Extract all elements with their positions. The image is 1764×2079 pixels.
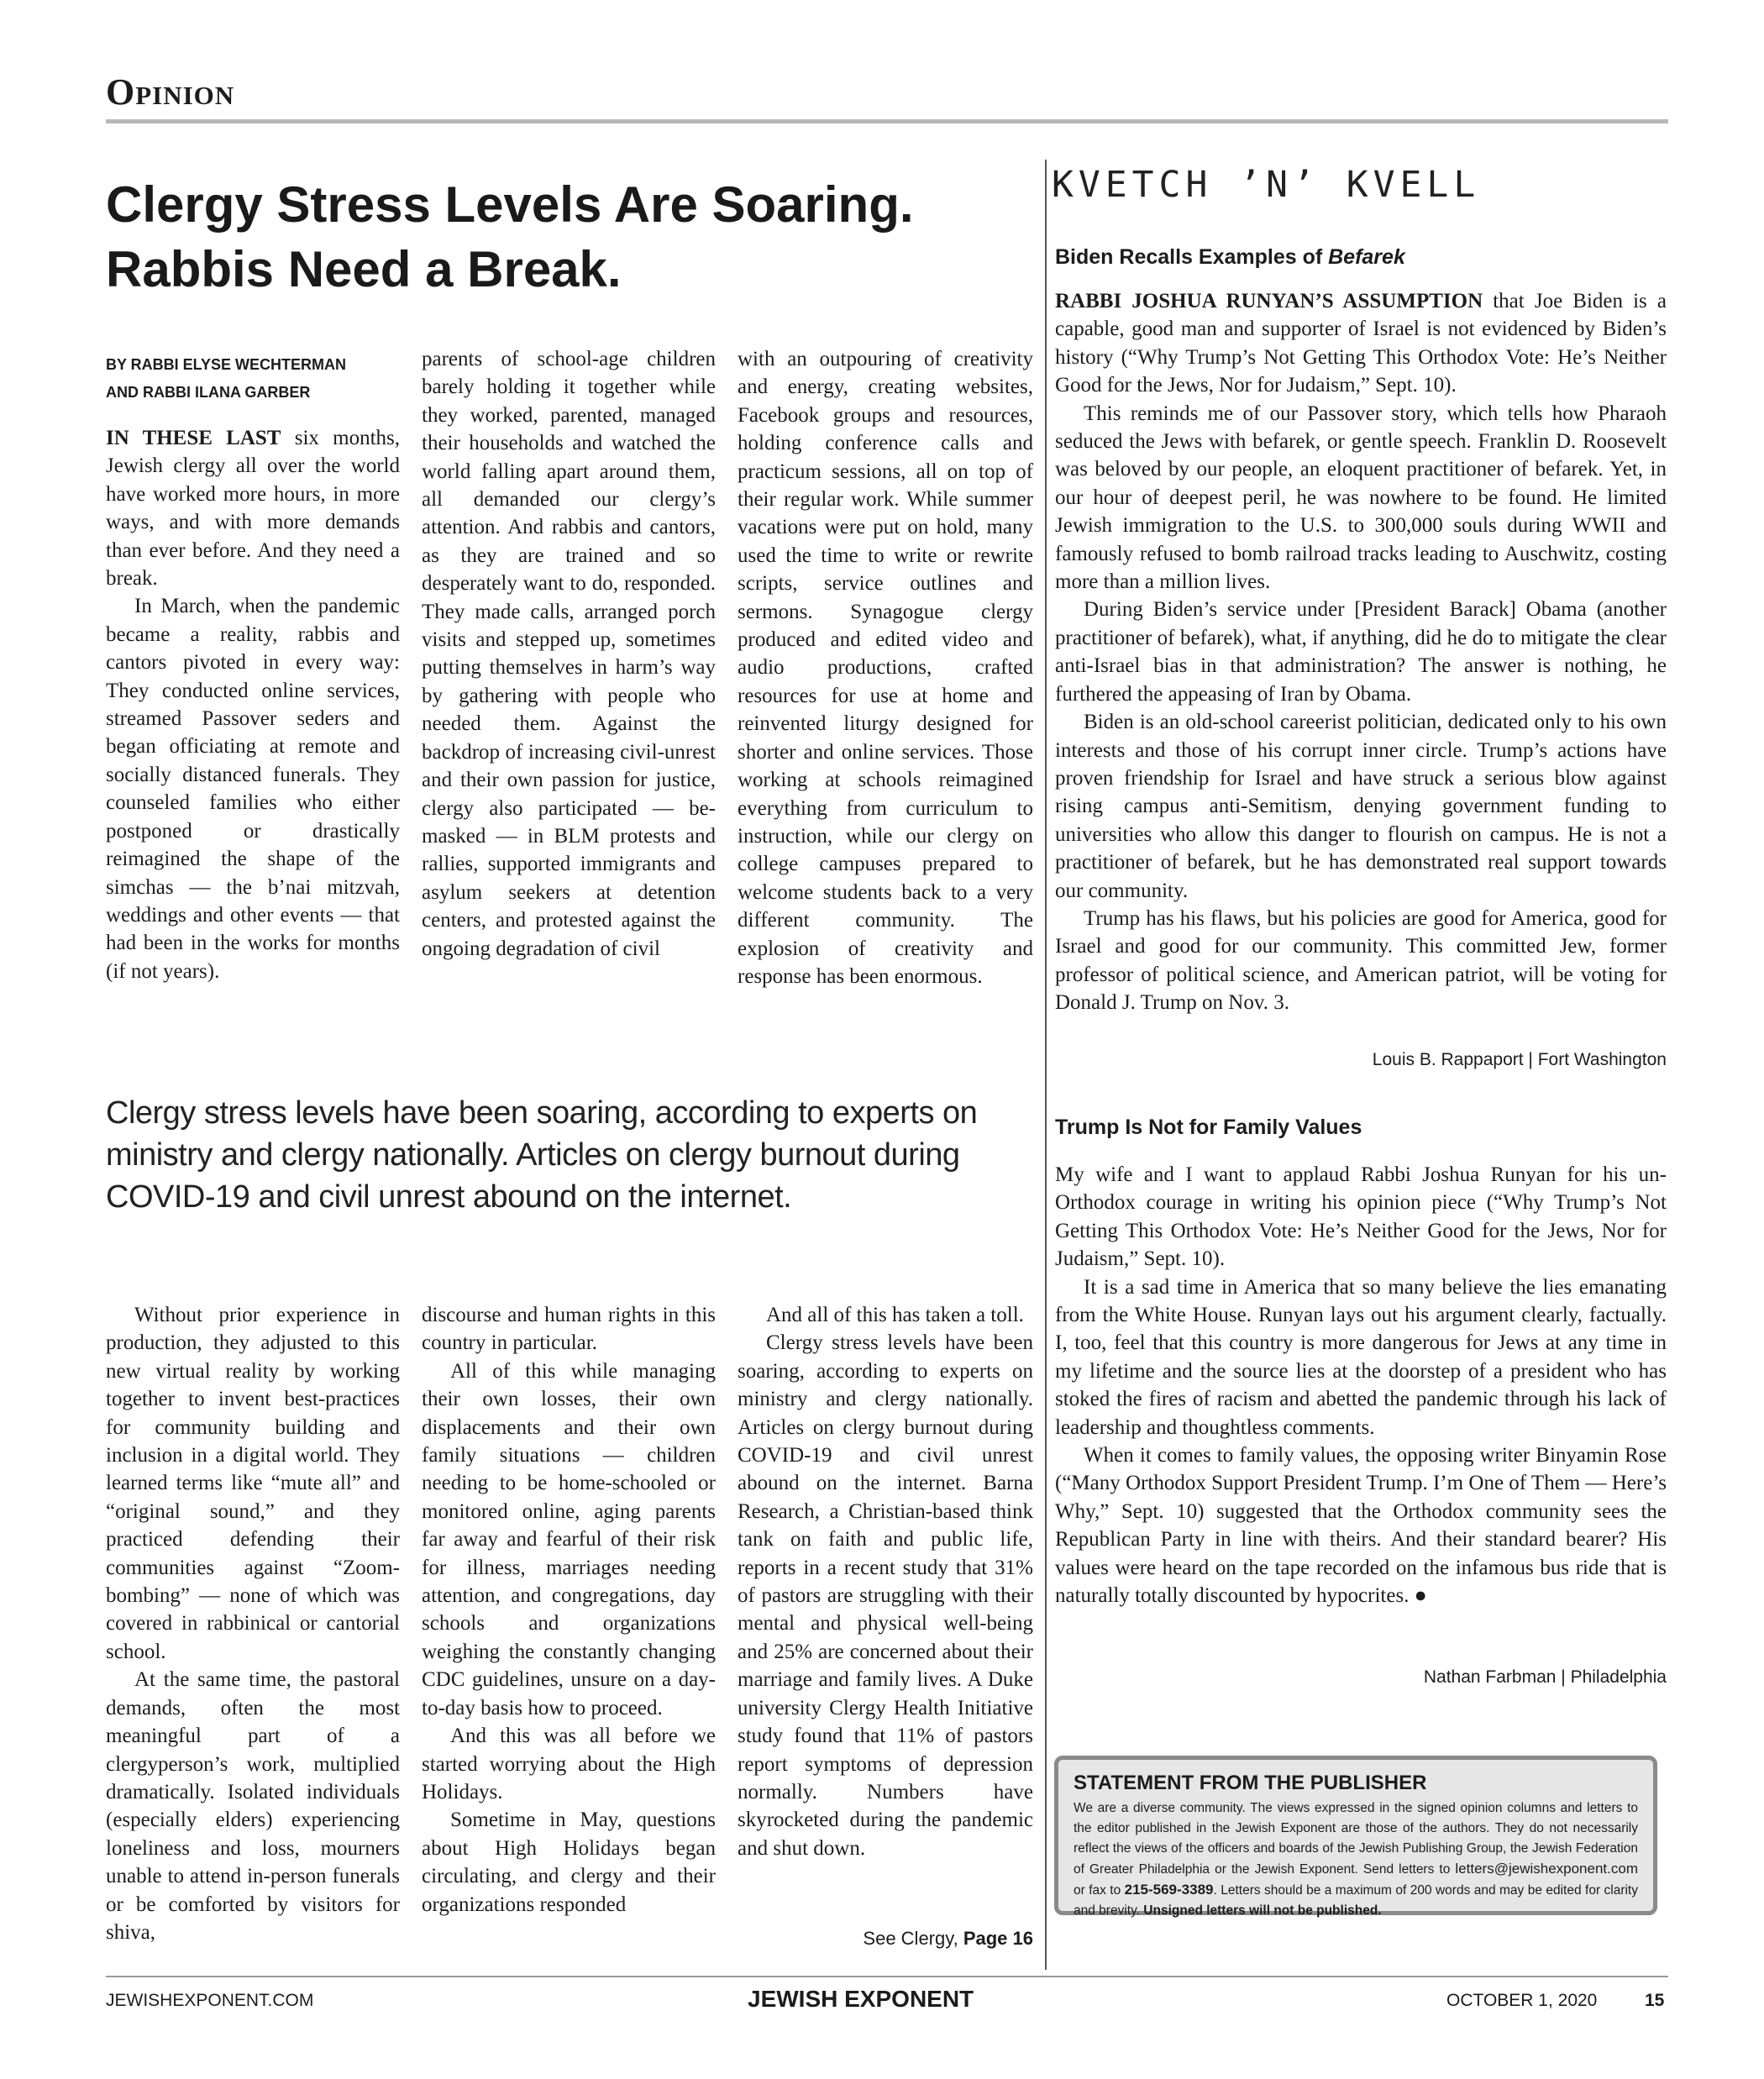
letter-2-body: [1055, 1161, 1667, 1610]
letter-1-heading-text: Biden Recalls Examples of: [1055, 245, 1329, 269]
letter-1-signature: Louis B. Rappaport | Fort Washington: [1372, 1050, 1667, 1069]
headline-line-2: Rabbis Need a Break.: [106, 241, 622, 297]
paragraph: And all of this has taken a toll.: [766, 1304, 1024, 1326]
paragraph: At the same time, the pastoral demands, often the most meaningful part of a clergyperson’s work, multiplied dramatically. Isolated individuals (especially elders) experiencing loneliness and loss, mourners unable to attend in-person funerals or be comforted by visitors for shiva,: [106, 1668, 400, 1944]
kvetch-kvell-title: KVETCH ’N’ KVELL: [1052, 164, 1481, 206]
footer-paper-name: JEWISH EXPONENT: [748, 1986, 974, 2012]
paragraph: It is a sad time in America that so many believe the lies emanating from the White House. Runyan lays out his argument clearly, factually. I, too, feel that this country is more dangerous for Jews at any time in my lifetime and the source lies at the doorstep of a president who has stoked the fires of racism and abetted the pandemic through his lack of leadership and thoughtless comments.: [1055, 1275, 1667, 1439]
jump-prefix: See Clergy,: [863, 1928, 963, 1949]
article-top-column-1: [106, 424, 400, 985]
paragraph: Clergy stress levels have been soaring, according to experts on ministry and clergy nationally. Articles on clergy burnout during COVID-19 and civil unrest abound on the internet. Barna Research, a Christian-based think tank on faith and public life, reports in a recent study that 31% of pastors are struggling with their mental and physical well-being and 25% are concerned about their marriage and family lives. A Duke university Clergy Health Initiative study found that 11% of pastors report symptoms of depression normally. Numbers have skyrocketed during the pandemic and shut down.: [738, 1331, 1033, 1860]
byline-line-2: AND RABBI ILANA GARBER: [106, 384, 311, 401]
jump-page-link[interactable]: Page 16: [963, 1928, 1033, 1949]
article-top-column-3: [738, 345, 1033, 990]
paragraph: Without prior experience in production, they adjusted to this new virtual reality by working together to invent best-practices for community building and inclusion in a digital world. They learned terms like “mute all” and “original sound,” and they practiced defending their communities against “Zoom-bombing” — none of which was covered in rabbinical or cantorial school.: [106, 1304, 400, 1663]
fax-number: 215-569-3389: [1124, 1882, 1214, 1898]
article-bottom-column-2: [422, 1301, 716, 1919]
paragraph: When it comes to family values, the opposing writer Binyamin Rose (“Many Orthodox Support President Trump. I’m One of Them — Here’s Why,” Sept. 10) suggested that the Orthodox community sees the Republican Party in line with theirs. And their standard bearer? His values were heard on the tape recorded on the infamous bus ride that is naturally totally discounted by hypocrites. ●: [1055, 1444, 1667, 1608]
paragraph: parents of school-age children barely holding it together while they worked, parented, managed their households and watched the world falling apart around them, all demanded our clergy’s attention. And rabbis and cantors, as they are trained and so desperately want to do, responded. They made calls, arranged porch visits and stepped up, sometimes putting themselves in harm’s way by gathering with people who needed them. Against the backdrop of increasing civil-unrest and their own passion for justice, clergy also participated — be-masked — in BLM protests and rallies, supported immigrants and asylum seekers at detention centers, and protested against the ongoing degradation of civil: [422, 348, 716, 960]
article-top-column-2: [422, 345, 716, 963]
paragraph: And this was all before we started worrying about the High Holidays.: [422, 1725, 716, 1803]
publisher-text: or fax to: [1074, 1883, 1125, 1898]
headline-line-1: Clergy Stress Levels Are Soaring.: [106, 176, 914, 233]
paragraph-text: six months, Jewish clergy all over the world have worked more hours, in more ways, and with more demands than ever before. And they need a break.: [106, 427, 400, 591]
letter-2-heading: Trump Is Not for Family Values: [1055, 1116, 1362, 1139]
paragraph: This reminds me of our Passover story, which tells how Pharaoh seduced the Jews with befarek, or gentle speech. Franklin D. Roosevelt was beloved by our people, an eloquent practitioner of befarek. Yet, in our hour of deepest peril, he was nowhere to be found. He limited Jewish immigration to the U.S. to 300,000 souls during WWII and famously refused to bomb railroad tracks leading to Auschwitz, costing more than a million lives.: [1055, 402, 1667, 594]
publisher-statement-box: [1054, 1756, 1657, 1918]
paragraph: [1055, 287, 1667, 400]
publisher-text: We are a diverse community. The views expressed in the signed opinion columns and letters to the editor published in the Jewish Exponent are those of the authors. They do not necessarily reflect the views of the officers and boards of the Jewish Publishing Group, the Jewish Federation of Greater Philadelphia or the Jewish Exponent. Send letters to: [1074, 1801, 1638, 1877]
pull-quote: Clergy stress levels have been soaring, according to experts on ministry and clergy nationally. Articles on clergy burnout during COVID-19 and civil unrest abound on the internet.: [106, 1095, 978, 1215]
article-bottom-column-3: [738, 1301, 1033, 1862]
paragraph: In March, when the pandemic became a reality, rabbis and cantors pivoted in every way: They conducted online services, streamed Passover seders and began officiating at remote and socially distanced funerals. They counseled families who either postponed or drastically reimagined the shape of the simchas — the b’nai mitzvah, weddings and other events — that had been in the works for months (if not years).: [106, 595, 400, 983]
byline: [106, 351, 408, 407]
email-link[interactable]: letters@jewishexponent.com: [1455, 1861, 1638, 1877]
headline: [106, 172, 1030, 302]
lead-in: RABBI JOSHUA RUNYAN’S ASSUMPTION: [1055, 290, 1483, 312]
paragraph: Sometime in May, questions about High Holidays began circulating, and clergy and their organizations responded: [422, 1809, 716, 1916]
section-rule: [106, 119, 1668, 123]
footer-page-number: 15: [1645, 1991, 1665, 2010]
paragraph: During Biden’s service under [President Barack] Obama (another practitioner of befarek), what, if anything, did he do to mitigate the clear anti-Israel bias in that administration? The answer is nothing, he furthered the appeasing of Iran by Obama.: [1055, 598, 1667, 706]
paragraph: [106, 424, 400, 592]
column-divider: [1045, 160, 1047, 1970]
paragraph: All of this while managing their own losses, their own displacements and their own family situations — children needing to be home-schooled or monitored online, aging parents far away and fearful of their risk for illness, marriages needing attention, and congregations, day schools and organizations weighing the constantly changing CDC guidelines, unsure on a day-to-day basis how to proceed.: [422, 1359, 716, 1719]
publisher-bold-note: Unsigned letters will not be published.: [1143, 1903, 1382, 1918]
letter-1-body: [1055, 287, 1667, 1017]
paragraph: with an outpouring of creativity and energy, creating websites, Facebook groups and resources, holding conference calls and practicum sessions, all on top of their regular work. While summer vacations were put on hold, many used the time to write or rewrite scripts, service outlines and sermons. Synagogue clergy produced and edited video and audio productions, crafted resources for use at home and reinvented liturgy designed for shorter and online services. Those working at schools reimagined everything from curriculum to instruction, while our clergy on college campuses prepared to welcome students back to a very different community. The explosion of creativity and response has been enormous.: [738, 348, 1033, 988]
footer-date: OCTOBER 1, 2020: [1446, 1991, 1598, 2010]
section-label: Opinion: [106, 71, 235, 113]
article-bottom-column-1: [106, 1301, 400, 1946]
paragraph: My wife and I want to applaud Rabbi Joshua Runyan for his un-Orthodox courage in writing his opinion piece (“Why Trump’s Not Getting This Orthodox Vote: He’s Neither Good for the Jews, Nor for Judaism,” Sept. 10).: [1055, 1163, 1667, 1271]
publisher-statement-title: STATEMENT FROM THE PUBLISHER: [1074, 1772, 1427, 1794]
jump-line[interactable]: [738, 1928, 1033, 1950]
byline-line-1: BY RABBI ELYSE WECHTERMAN: [106, 356, 347, 373]
publisher-text: . Letters should be a maximum of 200 words and may be edited for clarity and brevity.: [1074, 1883, 1638, 1918]
letter-1-heading-italic: Befarek: [1328, 245, 1405, 269]
paragraph-text: that Joe Biden is a capable, good man and supporter of Israel is not evidenced by Biden’s history (“Why Trump’s Not Getting This Orthodox Vote: He’s Neither Good for the Jews, Nor for Judaism,” Sept. 10).: [1055, 290, 1667, 397]
paragraph: discourse and human rights in this country in particular.: [422, 1304, 716, 1355]
footer-rule: [106, 1976, 1668, 1977]
publisher-statement-body: [1074, 1798, 1638, 1921]
paragraph: Biden is an old-school careerist politician, dedicated only to his own interests and those of his corrupt inner circle. Trump’s actions have proven friendship for Israel and have struck a serious blow against rising campus anti-Semitism, denying government funding to universities who allow this danger to flourish on campus. He is not a practitioner of befarek, but he has demonstrated real support towards our community.: [1055, 711, 1667, 902]
paragraph: Trump has his flaws, but his policies are good for America, good for Israel and good for our community. This committed Jew, former professor of political science, and American patriot, will be voting for Donald J. Trump on Nov. 3.: [1055, 906, 1667, 1015]
letter-1-heading: [1055, 245, 1660, 270]
footer-website[interactable]: JEWISHEXPONENT.COM: [106, 1991, 314, 2010]
lead-in: IN THESE LAST: [106, 427, 281, 449]
letter-2-signature: Nathan Farbman | Philadelphia: [1423, 1667, 1667, 1687]
